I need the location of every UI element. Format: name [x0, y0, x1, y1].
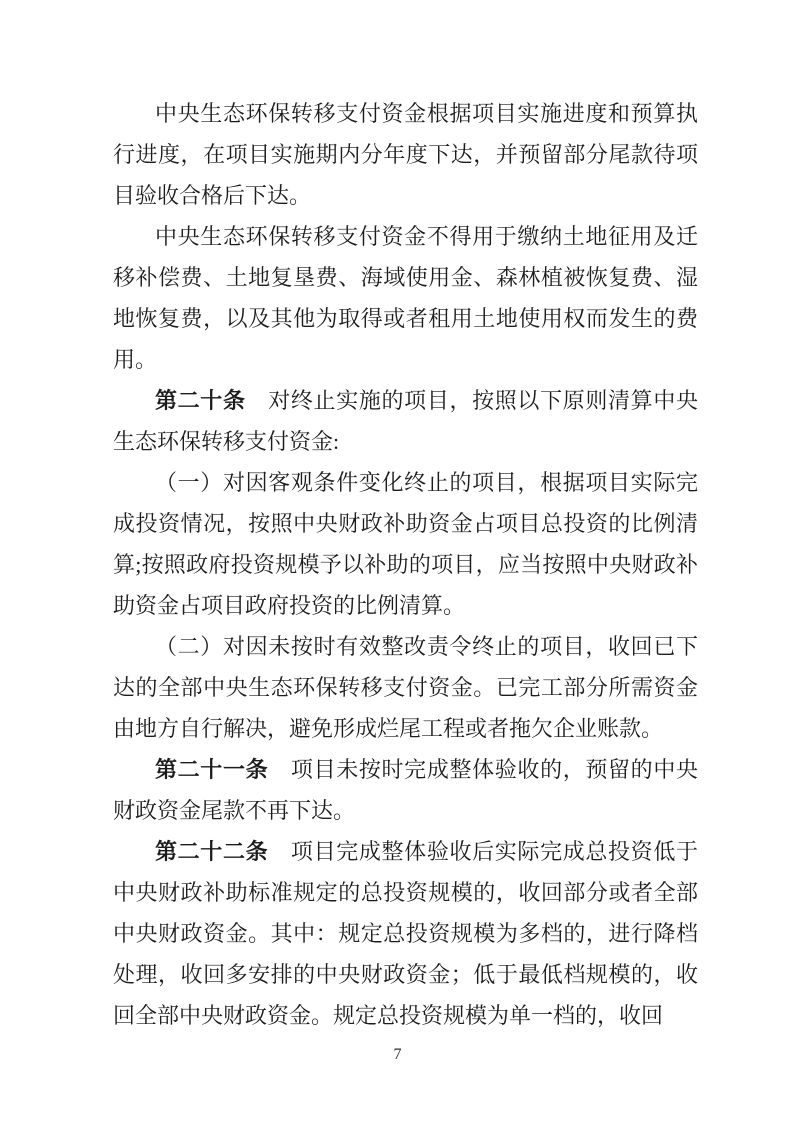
para-article-20-item-1 [113, 462, 698, 626]
paragraph-text: （一）对因客观条件变化终止的项目，根据项目实际完成投资情况，按照中央财政补助资金占项目总投资的比例清算;按照政府投资规模予以补助的项目，应当按照中央财政补助资金占项目政府投资的比例清算。 [113, 470, 698, 618]
article-number-heading: 第二十二条 [155, 839, 269, 864]
page-number: 7 [393, 1046, 402, 1063]
para-article-20 [113, 380, 698, 462]
paragraph-text: 项目未按时完成整体验收的，预留的中央财政资金尾款不再下达。 [113, 757, 698, 823]
para-article-22 [113, 831, 698, 1036]
page-footer [0, 1044, 795, 1066]
document-body [113, 93, 698, 1036]
paragraph-text: 中央生态环保转移支付资金不得用于缴纳土地征用及迁移补偿费、土地复垦费、海域使用金、森林植被恢复费、湿地恢复费，以及其他为取得或者租用土地使用权而发生的费用。 [113, 224, 698, 372]
para-article-21 [113, 749, 698, 831]
article-number-heading: 第二十条 [155, 388, 246, 413]
paragraph-text: 项目完成整体验收后实际完成总投资低于中央财政补助标准规定的总投资规模的，收回部分或者全部中央财政资金。其中：规定总投资规模为多档的，进行降档处理，收回多安排的中央财政资金；低于最低档规模的，收回全部中央财政资金。规定总投资规模为单一档的，收回 [113, 839, 698, 1028]
paragraph-text: （二）对因未按时有效整改责令终止的项目，收回已下达的全部中央生态环保转移支付资金。已完工部分所需资金由地方自行解决，避免形成烂尾工程或者拖欠企业账款。 [113, 634, 698, 741]
paragraph-text: 对终止实施的项目，按照以下原则清算中央生态环保转移支付资金: [113, 388, 698, 454]
para-fund-disbursement [113, 93, 698, 216]
paragraph-text: 中央生态环保转移支付资金根据项目实施进度和预算执行进度，在项目实施期内分年度下达，并预留部分尾款待项目验收合格后下达。 [113, 101, 698, 208]
para-prohibited-uses [113, 216, 698, 380]
article-number-heading: 第二十一条 [155, 757, 269, 782]
para-article-20-item-2 [113, 626, 698, 749]
